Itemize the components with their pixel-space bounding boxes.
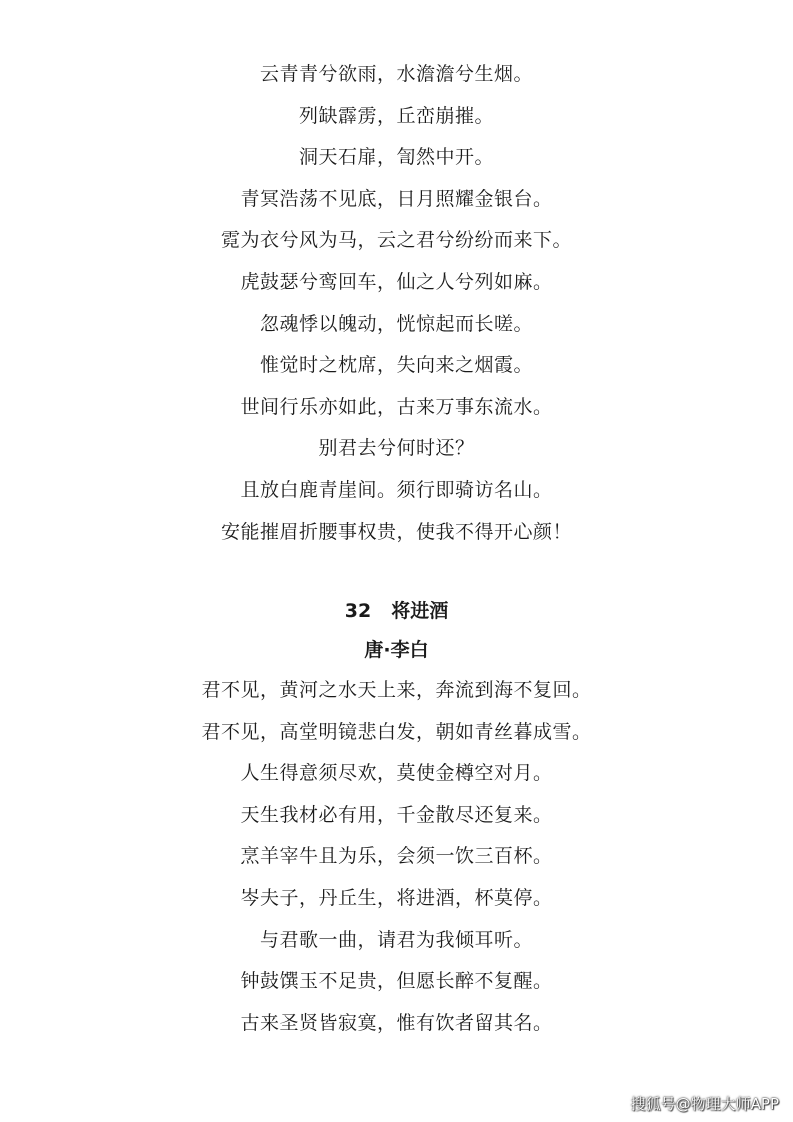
poem-line: 列缺霹雳，丘峦崩摧。 <box>298 104 494 127</box>
poem-line: 安能摧眉折腰事权贵，使我不得开心颜！ <box>220 520 572 543</box>
poem-line: 忽魂悸以魄动，恍惊起而长嗟。 <box>259 312 533 335</box>
poem-line: 岑夫子，丹丘生，将进酒，杯莫停。 <box>240 886 553 909</box>
poem-line: 洞天石扉，訇然中开。 <box>298 146 494 169</box>
poem-continuation <box>0 54 793 553</box>
poem-line: 君不见，黄河之水天上来，奔流到海不复回。 <box>201 679 592 701</box>
poem-line: 且放白鹿青崖间。须行即骑访名山。 <box>240 478 553 501</box>
poem-line: 古来圣贤皆寂寞，惟有饮者留其名。 <box>240 1011 553 1034</box>
poem-line: 世间行乐亦如此，古来万事东流水。 <box>240 395 553 418</box>
watermark: 搜狐号@物理大师APP <box>630 1095 779 1113</box>
poem-line: 青冥浩荡不见底，日月照耀金银台。 <box>240 187 553 210</box>
poem-line: 云青青兮欲雨，水澹澹兮生烟。 <box>259 63 533 85</box>
poem-number: 32 <box>344 600 372 622</box>
poem-line: 君不见，高堂明镜悲白发，朝如青丝暮成雪。 <box>201 720 592 743</box>
poem-title <box>0 597 793 625</box>
poem-line: 天生我材必有用，千金散尽还复来。 <box>240 803 553 826</box>
poem-author: 唐·李白 <box>364 639 429 661</box>
poem-line: 钟鼓馔玉不足贵，但愿长醉不复醒。 <box>240 970 553 993</box>
poem-line: 霓为衣兮风为马，云之君兮纷纷而来下。 <box>220 229 572 252</box>
poem-line: 人生得意须尽欢，莫使金樽空对月。 <box>240 762 553 785</box>
poem-line: 与君歌一曲，请君为我倾耳听。 <box>259 928 533 951</box>
poem-jiang-jin-jiu <box>0 597 793 1044</box>
poem-line: 别君去兮何时还？ <box>318 437 475 460</box>
poem-line: 虎鼓瑟兮鸾回车，仙之人兮列如麻。 <box>240 270 553 293</box>
poem-title-text: 将进酒 <box>391 600 449 622</box>
poem-line: 烹羊宰牛且为乐，会须一饮三百杯。 <box>240 845 553 868</box>
poem-line: 惟觉时之枕席，失向来之烟霞。 <box>259 354 533 377</box>
